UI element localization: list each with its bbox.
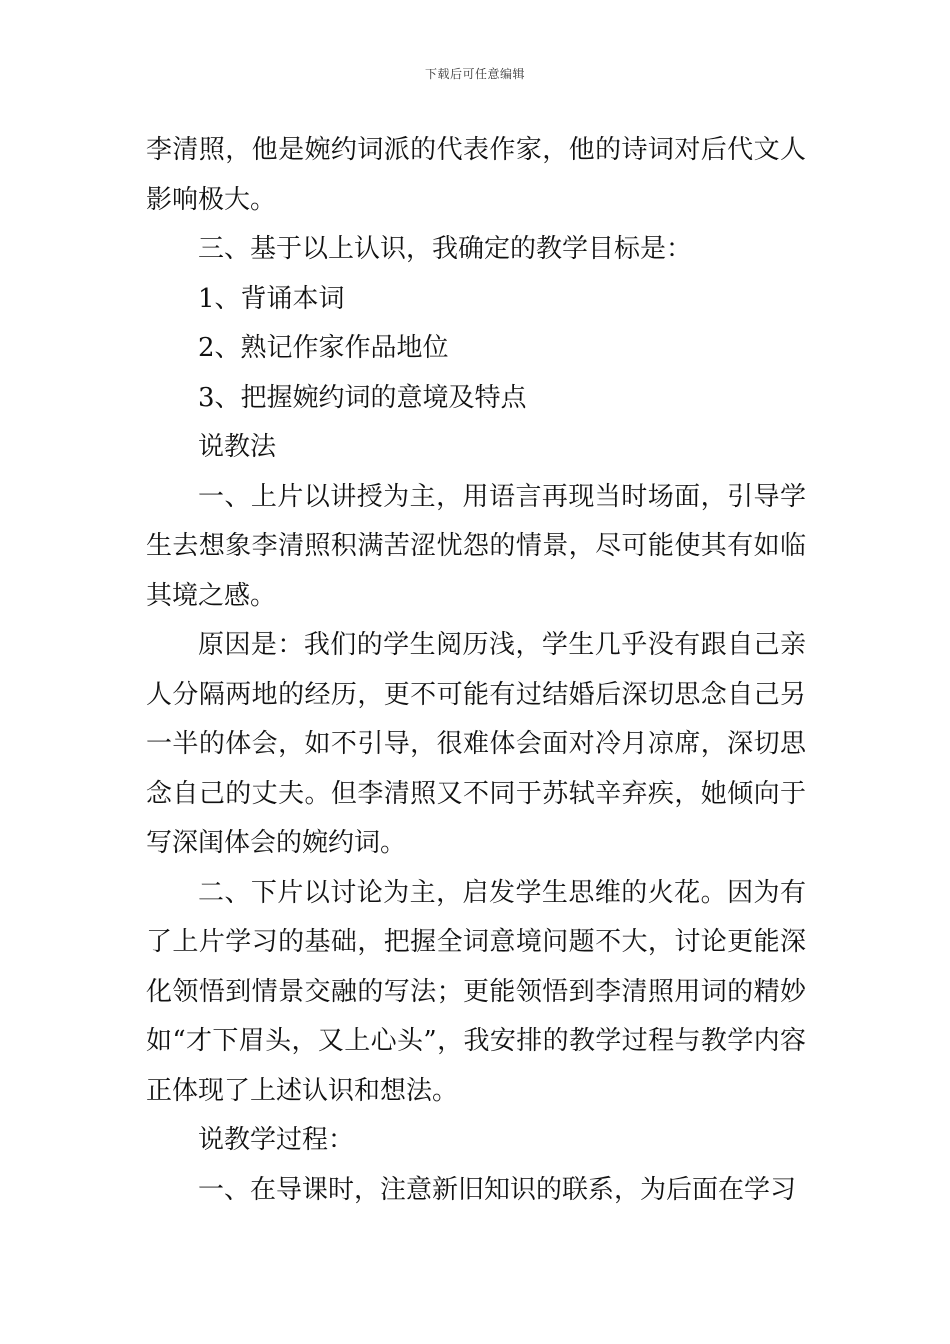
list-item-goal-3: 3、把握婉约词的意境及特点 xyxy=(198,382,527,413)
list-item-goal-1: 1、背诵本词 xyxy=(198,283,345,314)
list-item-goal-2: 2、熟记作家作品地位 xyxy=(198,333,449,363)
paragraph-method-reason: 原因是：我们的学生阅历浅，学生几乎没有跟自己亲人分隔两地的经历，更不可能有过结婚后深切思念自己另一半的体会，如不引导，很难体会面对冷月凉席，深切思念自己的丈夫。但李清照又不同于苏轼辛弃疾，她倾向于写深闺体会的婉约词。 xyxy=(146,630,806,858)
section-heading-teaching-process: 说教学过程： xyxy=(198,1125,355,1155)
paragraph-teaching-goals-heading: 三、基于以上认识，我确定的教学目标是： xyxy=(198,234,693,264)
paragraph-method-part-1: 一、上片以讲授为主，用语言再现当时场面，引导学生去想象李清照积满苦涩忧怨的情景，尽可能使其有如临其境之感。 xyxy=(146,481,806,611)
section-heading-teaching-method: 说教法 xyxy=(198,432,277,462)
document-body xyxy=(146,126,806,1215)
paragraph-method-part-2: 二、下片以讨论为主，启发学生思维的火花。因为有了上片学习的基础，把握全词意境问题不大，讨论更能深化领悟到情景交融的写法；更能领悟到李清照用词的精妙如“才下眉头，又上心头”，我安排的教学过程与教学内容正体现了上述认识和想法。 xyxy=(146,877,806,1106)
paragraph-process-part-1: 一、在导课时，注意新旧知识的联系，为后面在学习 xyxy=(198,1174,797,1205)
paragraph-intro-continuation: 李清照，他是婉约词派的代表作家，他的诗词对后代文人影响极大。 xyxy=(146,135,806,215)
page-header-note: 下载后可任意编辑 xyxy=(424,67,525,81)
